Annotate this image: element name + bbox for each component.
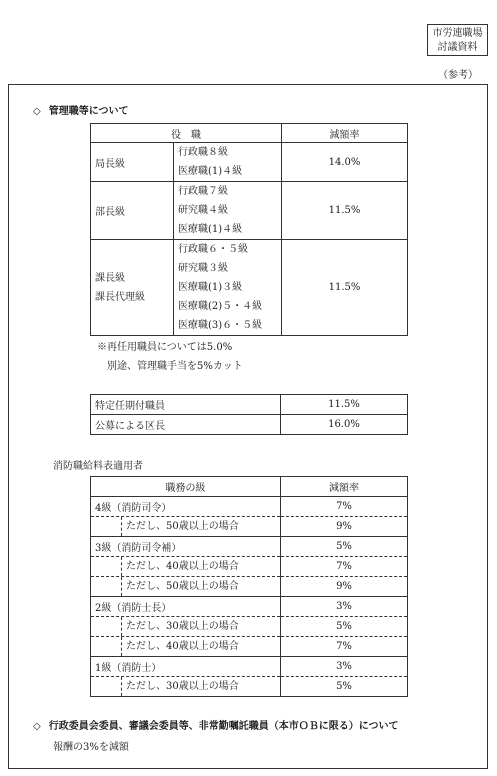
section2-title: 行政委員会委員、審議会委員等、非常勤嘱託職員（本市ＯＢに限る）について — [48, 721, 399, 732]
rate-cell: 7% — [281, 637, 408, 657]
document-stamp — [427, 24, 488, 56]
rate-cell: 3% — [281, 597, 408, 617]
table-row — [91, 517, 408, 537]
table-row — [91, 557, 408, 577]
rate-cell: 14.0% — [282, 143, 408, 182]
fire-salary-table — [90, 476, 408, 697]
posts-cell: 行政職８級 医療職(1)４級 — [174, 143, 282, 182]
special-staff-table — [90, 394, 408, 435]
rate-cell: 5% — [281, 537, 408, 557]
diamond-icon: ◇ — [33, 721, 41, 732]
sub-cell: ただし、40歳以上の場合 — [91, 637, 281, 657]
note-allowance: 別途、管理職手当を5%カット — [107, 361, 243, 372]
rank-cell: 局長級 — [91, 143, 174, 182]
rate-cell: 11.5% — [282, 182, 408, 240]
table-header-row — [91, 124, 408, 143]
rate-cell: 7% — [281, 497, 408, 517]
diamond-icon: ◇ — [33, 106, 41, 117]
rate-cell: 5% — [281, 677, 408, 697]
grade-cell: 4級（消防司令） — [91, 497, 281, 517]
reference-label: （参考） — [438, 70, 478, 81]
grade-cell: 1級（消防士） — [91, 657, 281, 677]
table-row — [91, 182, 408, 240]
sub-cell: ただし、30歳以上の場合 — [91, 677, 281, 697]
stamp-line1: 市労連職場 — [432, 28, 483, 39]
section1-title: 管理職等について — [48, 106, 129, 117]
stamp-line2: 討議資料 — [437, 42, 478, 53]
table-row — [91, 143, 408, 182]
label-cell: 公募による区長 — [91, 415, 281, 435]
header-rate: 減額率 — [282, 124, 408, 143]
section1-heading — [33, 102, 129, 117]
table-row — [91, 657, 408, 677]
grade-cell: 3級（消防司令補） — [91, 537, 281, 557]
table-row — [91, 597, 408, 617]
rate-cell: 9% — [281, 577, 408, 597]
note-reappointed: ※再任用職員については5.0% — [97, 342, 233, 353]
table-row — [91, 240, 408, 336]
header-role: 役 職 — [91, 124, 282, 143]
posts-cell: 行政職６・５級 研究職３級 医療職(1)３級 医療職(2)５・４級 医療職(3)６・５級 — [174, 240, 282, 336]
label-cell: 特定任期付職員 — [91, 395, 281, 415]
posts-cell: 行政職７級 研究職４級 医療職(1)４級 — [174, 182, 282, 240]
rate-cell: 9% — [281, 517, 408, 537]
rate-cell: 3% — [281, 657, 408, 677]
rate-cell: 11.5% — [282, 240, 408, 336]
table-header-row — [91, 477, 408, 497]
sub-cell: ただし、40歳以上の場合 — [91, 557, 281, 577]
table-row — [91, 637, 408, 657]
table-row — [91, 677, 408, 697]
management-table — [90, 123, 408, 336]
rate-cell: 11.5% — [281, 395, 408, 415]
section2-heading — [33, 717, 399, 732]
header-rate: 減額率 — [281, 477, 408, 497]
rank-cell: 部長級 — [91, 182, 174, 240]
sub-cell: ただし、50歳以上の場合 — [91, 517, 281, 537]
table-row — [91, 497, 408, 517]
sub-cell: ただし、50歳以上の場合 — [91, 577, 281, 597]
rate-cell: 16.0% — [281, 415, 408, 435]
section2-body: 報酬の3%を減額 — [53, 742, 129, 753]
header-grade: 職務の級 — [91, 477, 281, 497]
table-row — [91, 537, 408, 557]
sub-cell: ただし、30歳以上の場合 — [91, 617, 281, 637]
table-row — [91, 395, 408, 415]
rate-cell: 5% — [281, 617, 408, 637]
rate-cell: 7% — [281, 557, 408, 577]
fire-subtitle: 消防職給料表適用者 — [53, 461, 143, 472]
grade-cell: 2級（消防士長） — [91, 597, 281, 617]
table-row — [91, 577, 408, 597]
table-row — [91, 617, 408, 637]
table-row — [91, 415, 408, 435]
rank-cell: 課長級 課長代理級 — [91, 240, 174, 336]
